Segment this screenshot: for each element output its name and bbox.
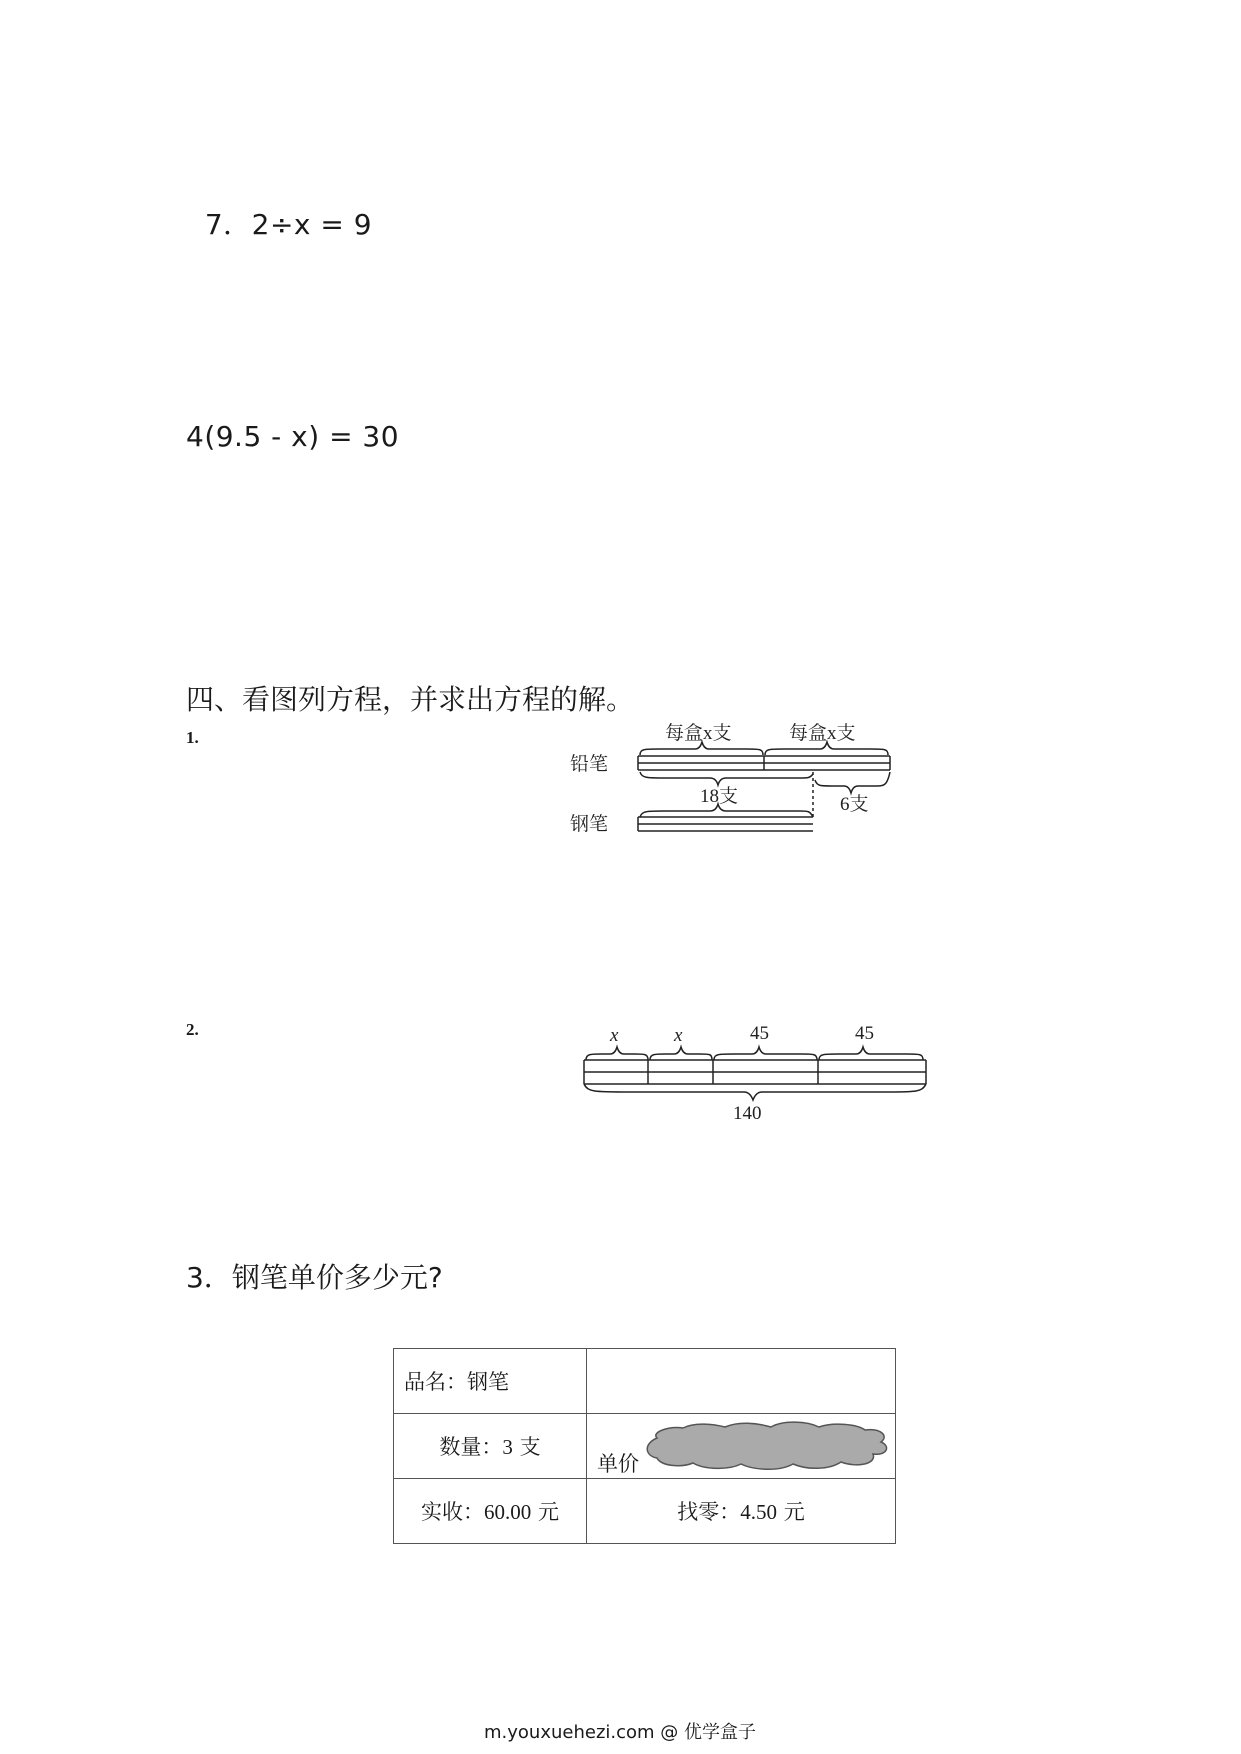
label-x-2: x <box>674 1025 683 1046</box>
change-value: 4.50 <box>740 1500 778 1524</box>
line-diagram-x-45 <box>570 1022 940 1132</box>
cell-change <box>587 1479 896 1544</box>
brace-45-2 <box>819 1047 923 1060</box>
paid-value: 60.00 <box>484 1500 532 1524</box>
table-row <box>394 1479 896 1544</box>
equation-7-text: 2÷x = 9 <box>251 208 373 241</box>
equation-8: 4(9.5 - x) = 30 <box>186 420 400 453</box>
label-18: 18支 <box>700 786 739 807</box>
label-45-1: 45 <box>750 1023 769 1044</box>
question-1-number: 1. <box>186 728 199 747</box>
label-each-box-1: 每盒x支 <box>665 723 732 744</box>
equation-7-number: 7． <box>204 208 252 241</box>
cell-paid <box>394 1479 587 1544</box>
cell-quantity <box>394 1414 587 1479</box>
question-3-title: 3．钢笔单价多少元? <box>186 1261 443 1294</box>
paid-unit: 元 <box>531 1500 559 1524</box>
cell-blank <box>587 1349 896 1414</box>
line-diagram-pencil-pen <box>570 722 910 842</box>
section-heading: 四、看图列方程，并求出方程的解。 <box>186 683 635 716</box>
question-2-number: 2. <box>186 1020 199 1039</box>
footer-watermark: m.youxuehezi.com @ 优学盒子 <box>484 1722 757 1743</box>
brace-x-2 <box>650 1047 712 1060</box>
table-row <box>394 1349 896 1414</box>
ink-blot-stain <box>643 1418 893 1474</box>
brace-140 <box>584 1084 926 1100</box>
pen-bar <box>638 817 813 831</box>
cell-unit-price <box>587 1414 896 1479</box>
label-each-box-2: 每盒x支 <box>789 723 856 744</box>
label-140: 140 <box>733 1103 762 1124</box>
equation-7 <box>186 170 372 243</box>
label-6: 6支 <box>840 794 869 815</box>
brace-x-1 <box>586 1047 648 1060</box>
paid-label: 实收： <box>421 1500 485 1524</box>
unit-price-label: 单价 <box>597 1452 639 1476</box>
label-x-1: x <box>610 1025 619 1046</box>
label-pencil: 铅笔 <box>570 754 609 775</box>
pencil-bar <box>638 756 890 770</box>
brace-6 <box>815 772 890 793</box>
quantity-unit: 支 <box>512 1435 541 1459</box>
change-unit: 元 <box>777 1500 805 1524</box>
quantity-value: 3 <box>502 1435 513 1459</box>
cell-product-name <box>394 1349 587 1414</box>
brace-45-1 <box>714 1047 817 1060</box>
quantity-label: 数量： <box>439 1435 503 1459</box>
label-45-2: 45 <box>855 1023 874 1044</box>
segment-bar <box>584 1060 926 1084</box>
receipt-table <box>393 1348 896 1544</box>
product-name-text: 品名：钢笔 <box>404 1370 509 1394</box>
change-label: 找零： <box>677 1500 741 1524</box>
table-row <box>394 1414 896 1479</box>
brace-18 <box>640 772 813 785</box>
label-pen: 钢笔 <box>570 814 609 835</box>
